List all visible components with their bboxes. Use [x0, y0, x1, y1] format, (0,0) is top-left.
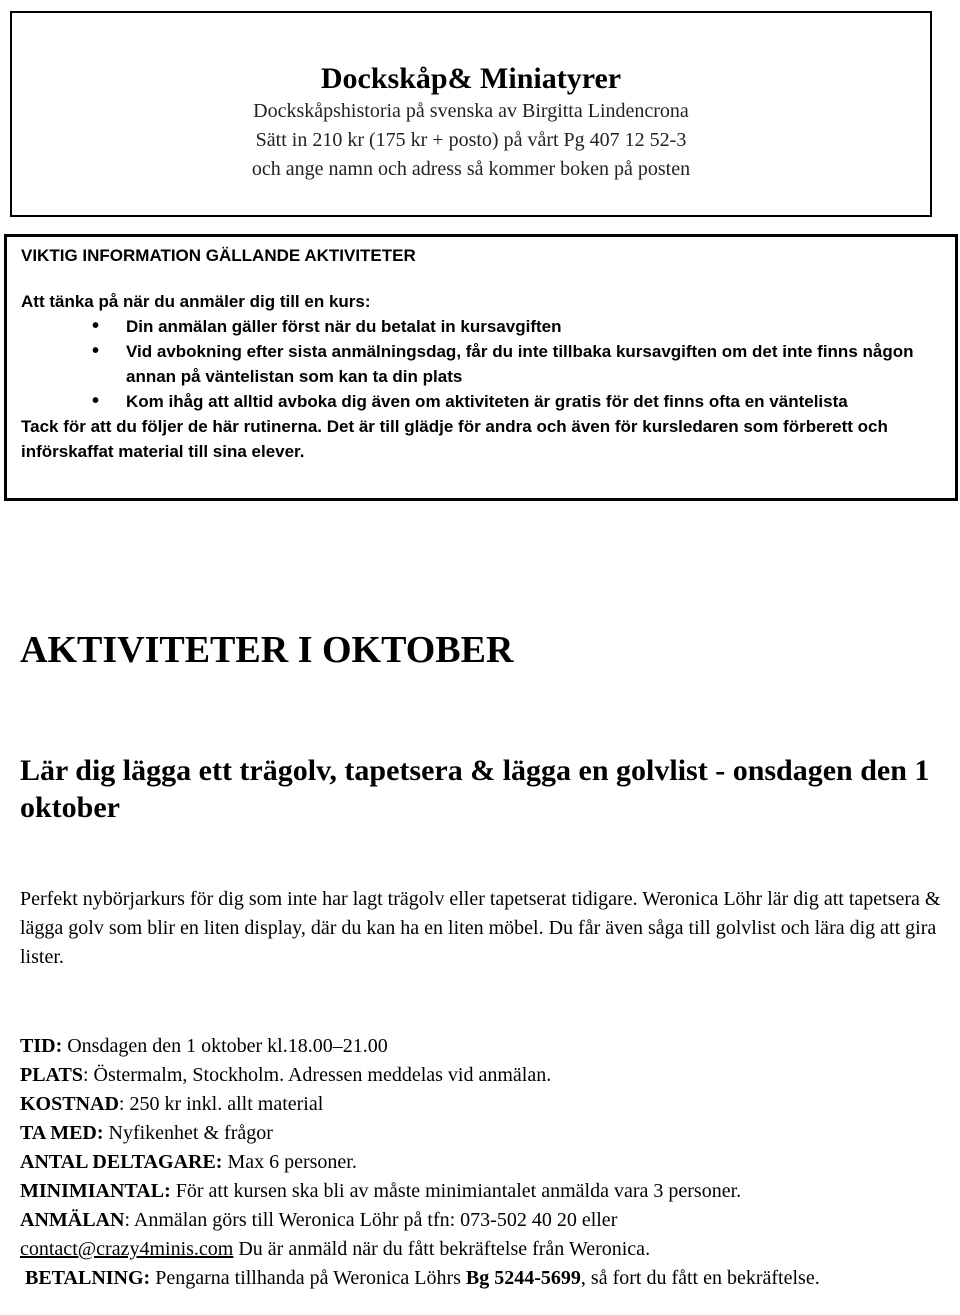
detail-value: Du är anmäld när du fått bekräftelse från Weronica. [233, 1238, 651, 1260]
info-bullet-list [21, 314, 941, 414]
course-title: Lär dig lägga ett trägolv, tapetsera & lägga en golvlist - onsdagen den 1 oktober [20, 754, 930, 824]
info-intro: Att tänka på när du anmäler dig till en kurs: [21, 292, 371, 311]
detail-label: MINIMIANTAL: [20, 1180, 171, 1202]
detail-value: För att kursen ska bli av måste minimiantalet anmälda vara 3 personer. [170, 1180, 742, 1202]
info-bullet: • Vid avbokning efter sista anmälningsdag, får du inte tillbaka kursavgiften om det inte finns någon annan på väntelistan som kan ta din plats [21, 339, 941, 389]
detail-value: , så fort du fått en bekräftelse. [580, 1267, 820, 1289]
detail-value: Pengarna tillhanda på Weronica Löhrs [150, 1267, 466, 1289]
detail-value: Nyfikenhet & frågor [103, 1122, 273, 1144]
detail-antal [20, 1148, 955, 1177]
ad-line-3: och ange namn och adress så kommer boken på posten [251, 158, 691, 180]
detail-value: : Anmälan görs till Weronica Löhr på tfn: 073-502 40 20 eller [124, 1209, 618, 1231]
detail-label: BETALNING: [25, 1267, 151, 1289]
detail-kostnad [20, 1090, 955, 1119]
detail-value: Onsdagen den 1 oktober kl.18.00–21.00 [62, 1035, 388, 1057]
email-link[interactable]: contact@crazy4minis.com [20, 1238, 234, 1260]
info-bullet: • Din anmälan gäller först när du betalat in kursavgiften [21, 314, 941, 339]
detail-label: ANTAL DELTAGARE: [20, 1151, 223, 1173]
info-bullet: • Kom ihåg att alltid avboka dig även om aktiviteten är gratis för det finns ofta en väntelista [21, 389, 941, 414]
info-heading: VIKTIG INFORMATION GÄLLANDE AKTIVITETER [21, 246, 416, 265]
detail-anmalan-cont [20, 1235, 955, 1264]
ad-title: Dockskåp& Miniatyrer [320, 62, 622, 95]
detail-tid [20, 1032, 955, 1061]
detail-ta-med [20, 1119, 955, 1148]
detail-minimiantal [20, 1177, 955, 1206]
detail-value: : 250 kr inkl. allt material [118, 1093, 324, 1115]
important-info-box [4, 234, 958, 501]
detail-betalning [20, 1264, 955, 1293]
course-details [20, 1032, 955, 1293]
detail-label: TA MED: [20, 1122, 104, 1144]
info-closing: Tack för att du följer de här rutinerna. Det är till glädje för andra och även för kursledaren som förberett och införskaffat material till sina elever. [21, 417, 888, 461]
detail-plats [20, 1061, 955, 1090]
course-description: Perfekt nybörjarkurs för dig som inte har lagt trägolv eller tapetserat tidigare. Weronica Löhr lär dig att tapetsera & lägga golv som blir en liten display, där du kan ha en liten möbel. Du får även såga till golvlist och lära dig att gira lister. [20, 888, 941, 968]
ad-line-1: Dockskåpshistoria på svenska av Birgitta Lindencrona [253, 100, 689, 122]
detail-label: ANMÄLAN [20, 1209, 125, 1231]
ad-line-2: Sätt in 210 kr (175 kr + posto) på vårt Pg 407 12 52-3 [255, 129, 687, 151]
detail-value: : Östermalm, Stockholm. Adressen meddelas vid anmälan. [82, 1064, 552, 1086]
detail-label: KOSTNAD [20, 1093, 119, 1115]
bankgiro-number: Bg 5244-5699 [465, 1267, 581, 1289]
detail-value: Max 6 personer. [222, 1151, 357, 1173]
section-heading: AKTIVITETER I OKTOBER [20, 629, 514, 671]
detail-label: PLATS [20, 1064, 83, 1086]
book-ad-box [10, 11, 932, 217]
detail-anmalan [20, 1206, 955, 1235]
detail-label: TID: [20, 1035, 63, 1057]
